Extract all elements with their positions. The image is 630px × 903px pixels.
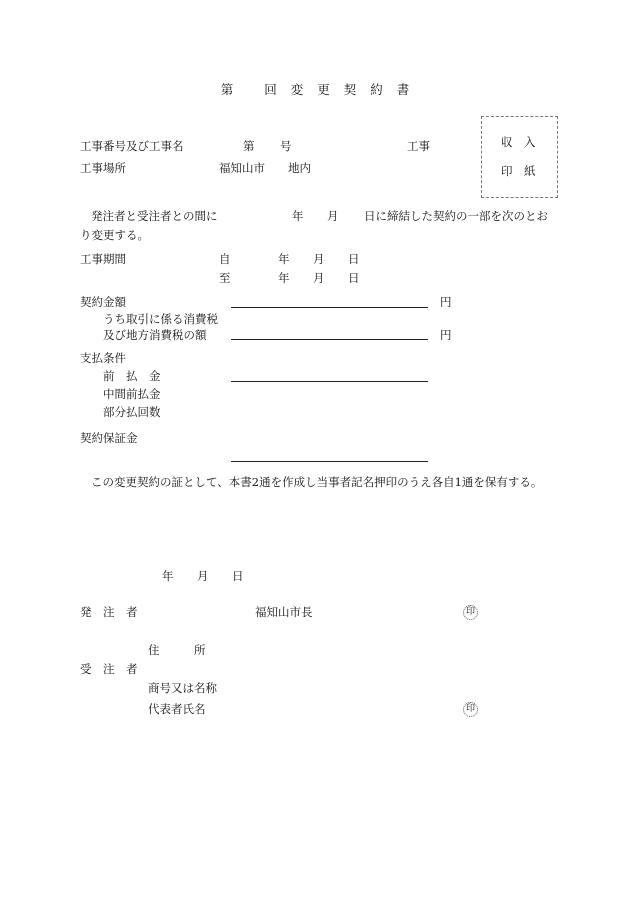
- project-label: 工事番号及び工事名: [80, 139, 184, 153]
- title-char: 約: [370, 82, 383, 97]
- project-go: 号: [280, 139, 292, 153]
- place-label: 工事場所: [80, 161, 126, 175]
- period-to-hi: 日: [348, 271, 360, 285]
- orderer-name: 福知山市長: [255, 605, 313, 619]
- revenue-stamp-box: [481, 116, 558, 198]
- payment-label: 支払条件: [80, 351, 126, 365]
- payment-partial: 部分払回数: [103, 405, 161, 419]
- tax-label-1: うち取引に係る消費税: [103, 312, 218, 326]
- period-from-tsuki: 月: [313, 252, 325, 266]
- amount-yen: 円: [440, 295, 452, 309]
- closing-text: この変更契約の証として、本書2通を作成し当事者記名押印のうえ各自1通を保有する。: [91, 475, 543, 489]
- intro-tsuki: 月: [327, 209, 339, 223]
- intro-nen: 年: [292, 209, 304, 223]
- intro-text-b: 日に締結した契約の一部を次のとお: [364, 209, 548, 223]
- date-nen: 年: [162, 569, 174, 583]
- period-to-nen: 年: [278, 271, 290, 285]
- guarantee-underline: [231, 461, 428, 462]
- tax-yen: 円: [440, 328, 452, 342]
- title-char: 更: [317, 82, 330, 97]
- tax-label-2: 及び地方消費税の額: [103, 328, 207, 342]
- contractor-company-label: 商号又は名称: [148, 681, 217, 695]
- orderer-seal-icon: 印: [463, 605, 478, 620]
- title-char: 回: [264, 82, 277, 97]
- contractor-seal-icon: 印: [463, 702, 478, 717]
- place-city: 福知山市: [219, 161, 265, 175]
- period-to-tsuki: 月: [313, 271, 325, 285]
- period-from: 自: [219, 252, 231, 266]
- intro-text-c: り変更する。: [80, 228, 149, 242]
- contractor-label: 受 注 者: [80, 662, 138, 676]
- orderer-label: 発 注 者: [80, 605, 138, 619]
- project-dai: 第: [243, 139, 255, 153]
- amount-label: 契約金額: [80, 295, 126, 309]
- tax-underline: [231, 339, 428, 340]
- title-char: 契: [343, 82, 357, 97]
- contractor-rep-label: 代表者氏名: [148, 702, 206, 716]
- title-char: 第: [220, 82, 234, 97]
- period-label: 工事期間: [80, 252, 126, 266]
- date-tsuki: 月: [197, 569, 209, 583]
- period-from-hi: 日: [348, 252, 360, 266]
- period-to: 至: [219, 271, 231, 285]
- amount-underline: [231, 307, 428, 308]
- guarantee-label: 契約保証金: [80, 431, 138, 445]
- period-from-nen: 年: [278, 252, 290, 266]
- date-hi: 日: [232, 569, 244, 583]
- contractor-address-label: 住 所: [148, 643, 206, 657]
- title-char: 変: [290, 82, 304, 97]
- payment-advance: 前 払 金: [103, 369, 161, 383]
- advance-underline: [231, 381, 428, 382]
- intro-text-a: 発注者と受注者との間に: [91, 209, 218, 223]
- project-koji: 工事: [407, 139, 430, 153]
- stamp-label-1: 収 入: [501, 135, 536, 149]
- stamp-label-2: 印 紙: [501, 164, 536, 178]
- place-chinai: 地内: [288, 161, 311, 175]
- title-char: 書: [396, 82, 410, 97]
- payment-mid-advance: 中間前払金: [103, 387, 161, 401]
- document-title: [0, 80, 630, 98]
